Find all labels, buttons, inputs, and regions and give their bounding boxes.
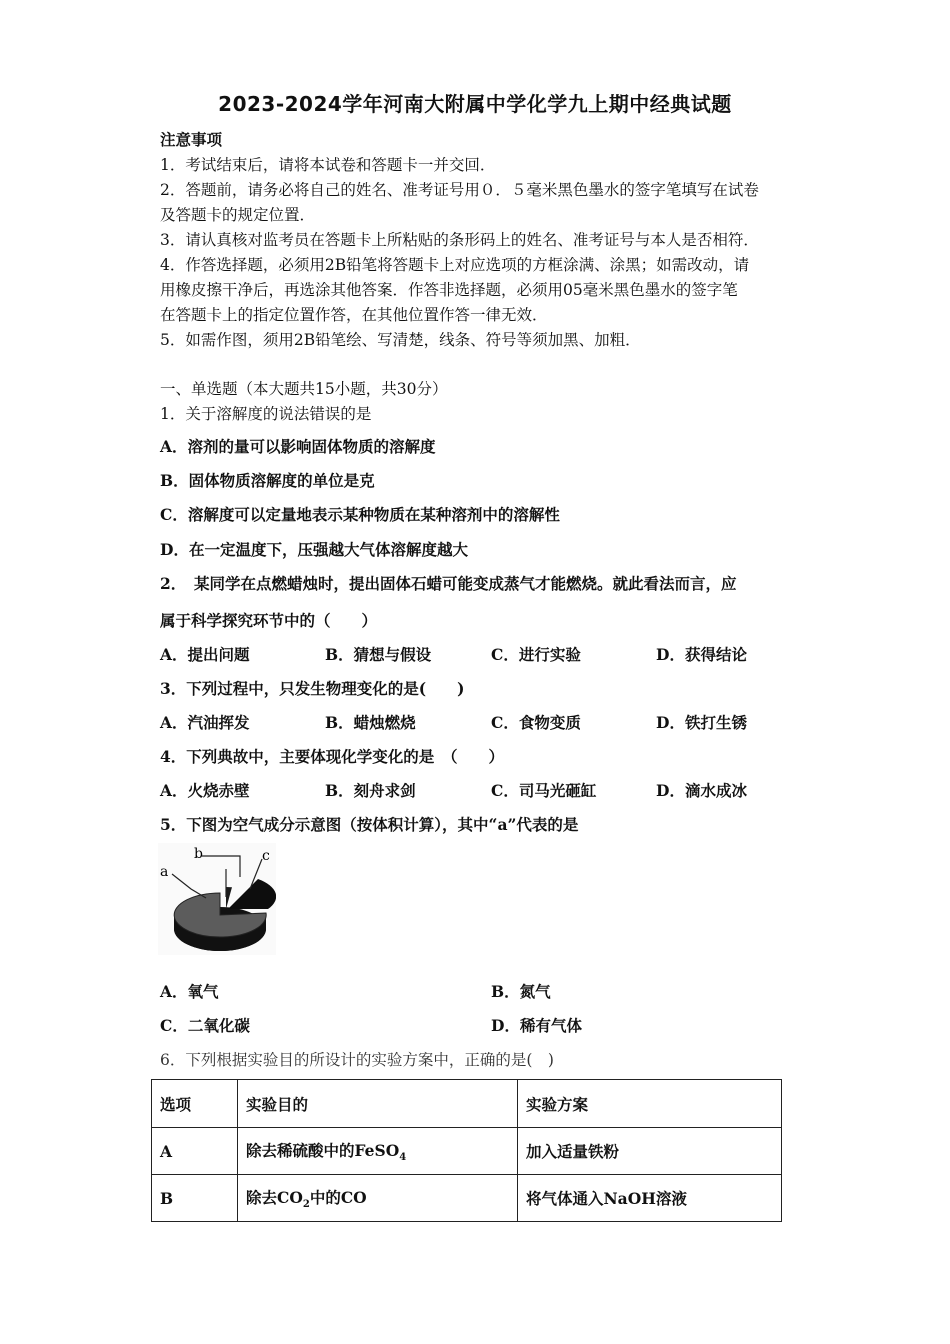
q5-option-a: A．氧气 [160, 982, 219, 1001]
label-b: b [194, 846, 203, 862]
q6-stem: 6．下列根据实验目的所设计的实验方案中，正确的是( ) [160, 1051, 554, 1069]
row-a-purpose [238, 1128, 518, 1175]
row-b-option: B [152, 1175, 238, 1222]
row-b-purpose-text: 除去CO [246, 1187, 303, 1207]
row-b-plan: 将气体通入NaOH溶液 [518, 1175, 782, 1222]
label-c: c [262, 848, 270, 864]
q5-option-b: B．氮气 [491, 982, 551, 1001]
label-a: a [160, 864, 169, 880]
q2-option-b: B．猜想与假设 [325, 645, 432, 664]
q3-option-c: C．食物变质 [491, 713, 581, 732]
notice-line-5: 5．如需作图，须用2B铅笔绘、写清楚，线条、符号等须加黑、加粗． [160, 331, 641, 349]
notice-heading: 注意事项 [160, 130, 223, 149]
row-a-plan: 加入适量铁粉 [518, 1128, 782, 1175]
q1-option-d: D．在一定温度下，压强越大气体溶解度越大 [160, 540, 468, 559]
notice-line-4-cont2: 在答题卡上的指定位置作答，在其他位置作答一律无效． [160, 306, 548, 324]
notice-line-2: 2．答题前，请务必将自己的姓名、准考证号用０．５毫米黑色墨水的签字笔填写在试卷 [160, 181, 759, 199]
q3-option-b: B．蜡烛燃烧 [325, 713, 416, 732]
q5-option-c: C．二氧化碳 [160, 1016, 250, 1035]
table-row [152, 1175, 782, 1222]
q3-stem: 3．下列过程中，只发生物理变化的是( ) [160, 679, 465, 698]
q1-option-a: A．溶剂的量可以影响固体物质的溶解度 [160, 437, 436, 456]
q3-option-d: D．铁打生锈 [656, 713, 747, 732]
q6-experiment-table [151, 1079, 782, 1222]
q2-option-d: D．获得结论 [656, 645, 747, 664]
q2-option-c: C．进行实验 [491, 645, 581, 664]
q3-option-a: A．汽油挥发 [160, 713, 250, 732]
notice-line-3: 3．请认真核对监考员在答题卡上所粘贴的条形码上的姓名、准考证号与本人是否相符． [160, 231, 759, 249]
row-a-purpose-subscript: 4 [399, 1152, 407, 1164]
section-heading: 一、单选题（本大题共15小题，共30分） [160, 380, 448, 398]
exam-title: 2023-2024学年河南大附属中学化学九上期中经典试题 [218, 92, 732, 116]
q4-option-d: D．滴水成冰 [656, 781, 747, 800]
notice-line-2-cont: 及答题卡的规定位置． [160, 206, 316, 224]
q2-stem-line1: 2． 某同学在点燃蜡烛时，提出固体石蜡可能变成蒸气才能燃烧。就此看法而言，应 [160, 574, 737, 593]
header-option: 选项 [152, 1080, 238, 1128]
q4-option-b: B．刻舟求剑 [325, 781, 416, 800]
q5-stem: 5．下图为空气成分示意图（按体积计算），其中“a”代表的是 [160, 815, 579, 834]
q5-option-d: D．稀有气体 [491, 1016, 582, 1035]
row-b-purpose-tail: 中的CO [309, 1187, 367, 1207]
header-purpose: 实验目的 [238, 1080, 518, 1128]
notice-line-4: 4．作答选择题，必须用2B铅笔将答题卡上对应选项的方框涂满、涂黑；如需改动，请 [160, 256, 750, 274]
row-b-purpose [238, 1175, 518, 1222]
q1-option-b: B．固体物质溶解度的单位是克 [160, 471, 375, 490]
notice-line-4-cont: 用橡皮擦干净后，再选涂其他答案．作答非选择题，必须用05毫米黑色墨水的签字笔 [160, 281, 738, 299]
q4-stem: 4．下列典故中，主要体现化学变化的是 （ ） [160, 747, 505, 766]
row-a-purpose-text: 除去稀硫酸中的FeSO [246, 1140, 400, 1160]
q1-option-c: C．溶解度可以定量地表示某种物质在某种溶剂中的溶解性 [160, 505, 560, 524]
q1-stem: 1．关于溶解度的说法错误的是 [160, 405, 372, 423]
table-row [152, 1128, 782, 1175]
row-b-purpose-subscript: 2 [302, 1199, 310, 1211]
q4-option-c: C．司马光砸缸 [491, 781, 597, 800]
q2-option-a: A．提出问题 [160, 645, 250, 664]
notice-line-1: 1．考试结束后，请将本试卷和答题卡一并交回． [160, 156, 496, 174]
table-header-row [152, 1080, 782, 1128]
q4-option-a: A．火烧赤壁 [160, 781, 250, 800]
row-a-option: A [152, 1128, 238, 1175]
air-composition-pie-figure [158, 843, 276, 955]
header-plan: 实验方案 [518, 1080, 782, 1128]
q2-stem-line2: 属于科学探究环节中的（ ） [160, 611, 378, 630]
